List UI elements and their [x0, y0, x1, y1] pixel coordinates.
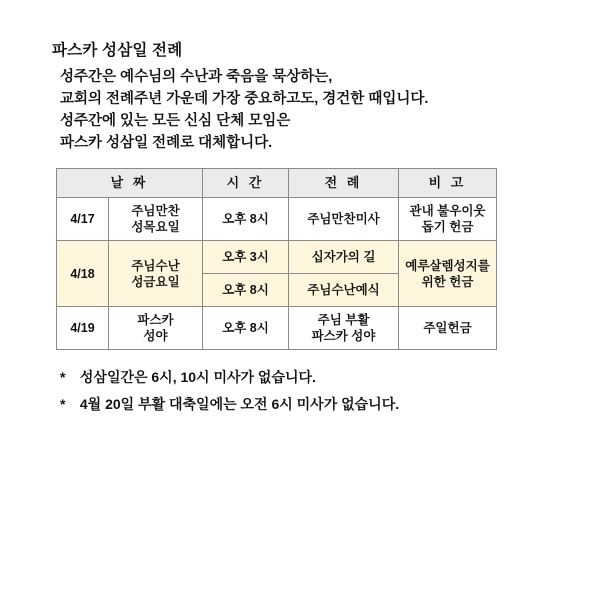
cell-rite: [289, 307, 399, 350]
cell-time: 오후 8시: [203, 307, 289, 350]
notes-section: [60, 364, 574, 417]
cell-day-line-1: 주님수난: [131, 258, 180, 273]
intro-line-2: 교회의 전례주년 가운데 가장 중요하고도, 경건한 때입니다.: [60, 91, 429, 108]
cell-rite-line-2: 파스카 성야: [311, 329, 376, 344]
column-header-time: 시 간: [203, 169, 289, 198]
cell-date: 4/19: [57, 307, 109, 350]
table-row: [57, 241, 497, 274]
intro-line-3: 성주간에 있는 모든 신심 단체 모임은: [60, 113, 291, 130]
cell-time: 오후 3시: [203, 241, 289, 274]
cell-day: [109, 307, 203, 350]
column-header-note: 비 고: [399, 169, 497, 198]
note-bullet-icon: *: [60, 369, 66, 386]
note-item: [60, 391, 574, 418]
note-text: 4월 20일 부활 대축일에는 오전 6시 미사가 없습니다.: [79, 395, 400, 412]
table-body: [57, 198, 497, 350]
cell-day-line-2: 성야: [143, 329, 168, 344]
cell-day-line-1: 주님만찬: [131, 204, 180, 219]
note-text: 성삼일간은 6시, 10시 미사가 없습니다.: [79, 369, 316, 386]
cell-day-line-1: 파스카: [137, 313, 174, 328]
cell-day: [109, 198, 203, 241]
cell-note: 주일헌금: [399, 307, 497, 350]
intro-paragraph: [60, 66, 574, 154]
note-bullet-icon: *: [60, 395, 66, 412]
table-header: [57, 169, 497, 198]
cell-day: [109, 241, 203, 307]
table-header-row: [57, 169, 497, 198]
cell-rite: 주님만찬미사: [289, 198, 399, 241]
cell-note-line-2: 돕기 헌금: [421, 220, 474, 235]
column-header-rite: 전 례: [289, 169, 399, 198]
intro-line-1: 성주간은 예수님의 수난과 죽음을 묵상하는,: [60, 69, 333, 85]
cell-day-line-2: 성목요일: [131, 220, 180, 235]
schedule-table: [56, 168, 497, 350]
cell-note: [399, 241, 497, 307]
cell-rite: 십자가의 길: [289, 241, 399, 274]
cell-note-line-2: 위한 헌금: [421, 274, 474, 289]
table-row: [57, 307, 497, 350]
cell-note-line-1: 관내 불우이웃: [409, 204, 486, 219]
intro-line-4: 파스카 성삼일 전례로 대체합니다.: [60, 135, 273, 152]
table-row: [57, 198, 497, 241]
cell-rite-line-1: 주님 부활: [317, 313, 370, 328]
cell-date: 4/17: [57, 198, 109, 241]
column-header-date: 날 짜: [57, 169, 203, 198]
cell-note-line-1: 예루살렘성지를: [405, 258, 490, 273]
cell-note: [399, 198, 497, 241]
page-title: 파스카 성삼일 전례: [52, 42, 183, 59]
cell-time: 오후 8시: [203, 274, 289, 307]
cell-rite: 주님수난예식: [289, 274, 399, 307]
cell-time: 오후 8시: [203, 198, 289, 241]
cell-date: 4/18: [57, 241, 109, 307]
note-item: [60, 364, 574, 391]
cell-day-line-2: 성금요일: [131, 274, 180, 289]
